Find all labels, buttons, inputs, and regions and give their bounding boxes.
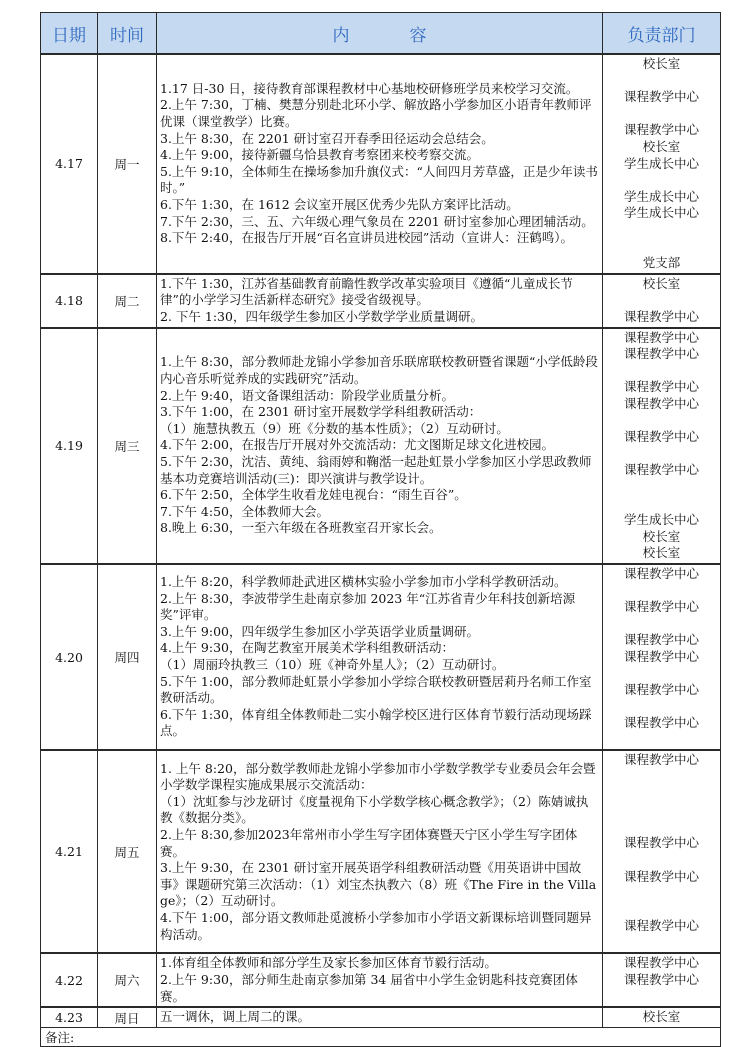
department-entry: 课程教学中心 [623, 462, 699, 478]
department-entry: 学生成长中心 [623, 155, 699, 171]
department-entry: 校长室 [642, 138, 681, 154]
content-item: （1）沈虹参与沙龙研讨《度量视角下小学数学核心概念教学》；（2）陈婧诚执教《数据分类》。 [160, 793, 589, 826]
department-entry: 校长室 [642, 275, 681, 291]
department-entry [603, 479, 720, 496]
department-entry [603, 616, 720, 633]
department-entry [603, 802, 720, 819]
schedule-row [41, 1007, 721, 1027]
department-entry [603, 495, 720, 512]
department-entry: 课程教学中心 [623, 395, 699, 411]
department-entry [603, 363, 720, 380]
row-day: 周三 [98, 328, 157, 564]
department-entry [603, 935, 720, 952]
department-entry [603, 665, 720, 682]
content-item: 5.上午 9:10，全体师生在操场参加升旗仪式：“人间四月芳草盛，正是少年读书时。” [160, 163, 598, 196]
department-entry: 课程教学中心 [623, 868, 699, 884]
schedule-row [41, 328, 721, 564]
header-content: 内容 [157, 13, 603, 55]
department-entry [603, 769, 720, 786]
row-content [157, 564, 603, 751]
department-entry [603, 239, 720, 256]
content-item: 7.下午 2:30，三、五、六年级心理气象员在 2201 研讨室参加心理团辅活动。 [160, 213, 594, 229]
content-item: 五一调休，调上周二的课。 [160, 1009, 311, 1025]
row-date: 4.17 [41, 54, 98, 274]
department-entry [603, 852, 720, 869]
row-content [157, 750, 603, 953]
department-entry: 课程教学中心 [623, 346, 699, 362]
department-entry [603, 885, 720, 902]
content-item: 4.上午 9:30，在陶艺教室开展美术学科组教研活动： [160, 640, 454, 656]
content-item: 3.下午 1:00，在 2301 研讨室开展数学学科组教研活动： [160, 404, 482, 420]
row-day: 周六 [98, 953, 157, 1007]
schedule-row [41, 274, 721, 328]
department-entry [603, 412, 720, 429]
department-entry: 校长室 [642, 545, 681, 561]
note-row [41, 1027, 721, 1046]
content-item: 2.上午 7:30，丁楠、樊慧分别赴北环小学、解放路小学参加区小语青年教师评优课（课堂教学）比赛。 [160, 97, 592, 130]
department-entry: 学生成长中心 [623, 188, 699, 204]
department-entry: 课程教学中心 [623, 599, 699, 614]
department-entry [603, 222, 720, 239]
row-content [157, 274, 603, 328]
schedule-row [41, 564, 721, 751]
department-entry: 课程教学中心 [623, 955, 699, 971]
department-entry: 课程教学中心 [623, 632, 699, 648]
header-department: 负责部门 [603, 13, 721, 55]
department-entry [603, 582, 720, 599]
department-entry [603, 902, 720, 919]
department-entry [603, 699, 720, 716]
department-entry: 课程教学中心 [623, 681, 699, 697]
content-item: 4.上午 9:00，接待新疆乌恰县教育考察团来校考察交流。 [160, 147, 479, 163]
row-date: 4.20 [41, 564, 98, 751]
department-entry: 课程教学中心 [623, 715, 699, 731]
content-item: 6.下午 1:30，在 1612 会议室开展区优秀少先队方案评比活动。 [160, 197, 519, 213]
department-entry [603, 989, 720, 1006]
department-entry: 校长室 [642, 56, 681, 71]
department-entry: 党支部 [642, 255, 681, 271]
department-entry [603, 106, 720, 123]
content-item: 6.下午 2:50，全体学生收看龙娃电视台：“雨生百谷”。 [160, 487, 467, 503]
note-label: 备注: [41, 1027, 721, 1046]
department-entry: 校长室 [642, 1009, 681, 1025]
content-item: 8.晚上 6:30，一至六年级在各班教室召开家长会。 [160, 520, 442, 536]
header-date: 日期 [41, 13, 98, 55]
department-entry: 课程教学中心 [623, 329, 699, 345]
schedule-row [41, 953, 721, 1007]
header-time: 时间 [98, 13, 157, 55]
row-content [157, 328, 603, 564]
department-entry: 课程教学中心 [623, 972, 699, 988]
row-day: 周二 [98, 274, 157, 328]
row-date: 4.23 [41, 1007, 98, 1027]
row-date: 4.19 [41, 328, 98, 564]
weekly-schedule-table [40, 12, 721, 1047]
content-item: 4.下午 2:00，在报告厅开展对外交流活动：尤文图斯足球文化进校园。 [160, 437, 554, 453]
content-item: 2.上午 8:30,参加2023年常州市小学生写字团体赛暨天宁区小学生写字团体赛。 [160, 827, 578, 859]
department-entry: 学生成长中心 [623, 205, 699, 221]
department-entry [603, 446, 720, 463]
row-content [157, 54, 603, 274]
content-item: 1.上午 8:30，部分教师赴龙锦小学参加音乐联席联校教研暨省课题“小学低龄段内心音乐听觉养成的实践研究”活动。 [160, 354, 598, 386]
content-item: 7.下午 4:50，全体教师大会。 [160, 503, 329, 519]
department-entry [603, 292, 720, 309]
department-entry [603, 786, 720, 803]
department-entry [603, 172, 720, 189]
content-item: 1.体育组全体教师和部分学生及家长参加区体育节毅行活动。 [160, 955, 497, 971]
row-day: 周四 [98, 564, 157, 751]
content-item: 1.上午 8:20，科学教师赴武进区横林实验小学参加市小学科学教研活动。 [160, 574, 567, 590]
content-item: 3.上午 9:00，四年级学生参加区小学英语学业质量调研。 [160, 623, 479, 639]
row-date: 4.18 [41, 274, 98, 328]
department-entry: 学生成长中心 [623, 512, 699, 528]
content-item: 5.下午 1:00，部分教师赴虹景小学参加小学综合联校教研暨居莉丹名师工作室教研活动。 [160, 673, 592, 706]
row-departments [603, 564, 721, 751]
row-departments [603, 328, 721, 564]
department-entry [603, 73, 720, 90]
department-entry: 课程教学中心 [623, 835, 699, 851]
department-entry: 课程教学中心 [623, 429, 699, 445]
department-entry: 课程教学中心 [623, 308, 699, 324]
content-item: （1）施慧执教五（9）班《分数的基本性质》；（2）互动研讨。 [160, 420, 509, 436]
department-entry: 课程教学中心 [623, 122, 699, 138]
content-item: （1）周丽玲执教三（10）班《神奇外星人》；（2）互动研讨。 [160, 657, 505, 673]
department-entry [603, 819, 720, 836]
row-date: 4.22 [41, 953, 98, 1007]
schedule-row [41, 54, 721, 274]
department-entry: 课程教学中心 [623, 379, 699, 395]
department-entry: 校长室 [642, 528, 681, 544]
content-item: 2.上午 9:40，语文备课组活动：阶段学业质量分析。 [160, 387, 454, 403]
content-item: 1.17 日-30 日，接待教育部课程教材中心基地校研修班学员来校学习交流。 [160, 80, 579, 96]
department-entry: 课程教学中心 [623, 918, 699, 934]
content-item: 2. 下午 1:30，四年级学生参加区小学数学学业质量调研。 [160, 308, 483, 324]
department-entry [603, 732, 720, 749]
content-item: 3.上午 8:30，在 2201 研讨室召开春季田径运动会总结会。 [160, 130, 494, 146]
department-entry: 课程教学中心 [623, 752, 699, 768]
department-entry: 课程教学中心 [623, 89, 699, 105]
content-item: 2.上午 9:30，部分师生赴南京参加第 34 届省中小学生金钥匙科技竞赛团体赛。 [160, 972, 578, 1004]
department-entry: 课程教学中心 [623, 648, 699, 664]
row-day: 周一 [98, 54, 157, 274]
row-date: 4.21 [41, 750, 98, 953]
content-item: 8.下午 2:40，在报告厅开展“百名宣讲员进校园”活动（宣讲人：汪鹤鸣）。 [160, 230, 574, 246]
content-item: 1.下午 1:30，江苏省基础教育前瞻性教学改革实验项目《遵循“儿童成长节律”的小学学习生活新样态研究》接受省级视导。 [160, 275, 573, 308]
row-departments [603, 54, 721, 274]
row-departments [603, 274, 721, 328]
row-day: 周五 [98, 750, 157, 953]
content-item: 2.上午 8:30，李波带学生赴南京参加 2023 年“江苏省青少年科技创新培源奖”评审。 [160, 590, 576, 623]
row-departments [603, 750, 721, 953]
schedule-row [41, 750, 721, 953]
content-item: 5.下午 2:30，沈洁、黄纯、翁雨婷和鞠湉一起赴虹景小学参加区小学思政教师基本功竞赛培训活动(三)：即兴演讲与教学设计。 [160, 453, 592, 486]
row-content [157, 953, 603, 1007]
header-row [41, 13, 721, 55]
row-departments [603, 953, 721, 1007]
content-item: 6.下午 1:30，体育组全体教师赴二实小翰学校区进行区体育节毅行活动现场踩点。 [160, 706, 592, 739]
row-departments [603, 1007, 721, 1027]
row-content [157, 1007, 603, 1027]
content-item: 3.上午 9:30，在 2301 研讨室开展英语学科组教研活动暨《用英语讲中国故事》课题研究第三次活动：（1）刘宝杰执教六（8）班《The Fire in the Village》；（2）互动研讨。 [160, 860, 597, 909]
row-day: 周日 [98, 1007, 157, 1027]
content-item: 1. 上午 8:20，部分数学教师赴龙锦小学参加市小学数学教学专业委员会年会暨小学数学课程实施成果展示交流活动： [160, 760, 596, 793]
content-item: 4.下午 1:00，部分语文教师赴觅渡桥小学参加市小学语文新课标培训暨同题异构活动。 [160, 909, 592, 942]
department-entry: 课程教学中心 [623, 565, 699, 581]
